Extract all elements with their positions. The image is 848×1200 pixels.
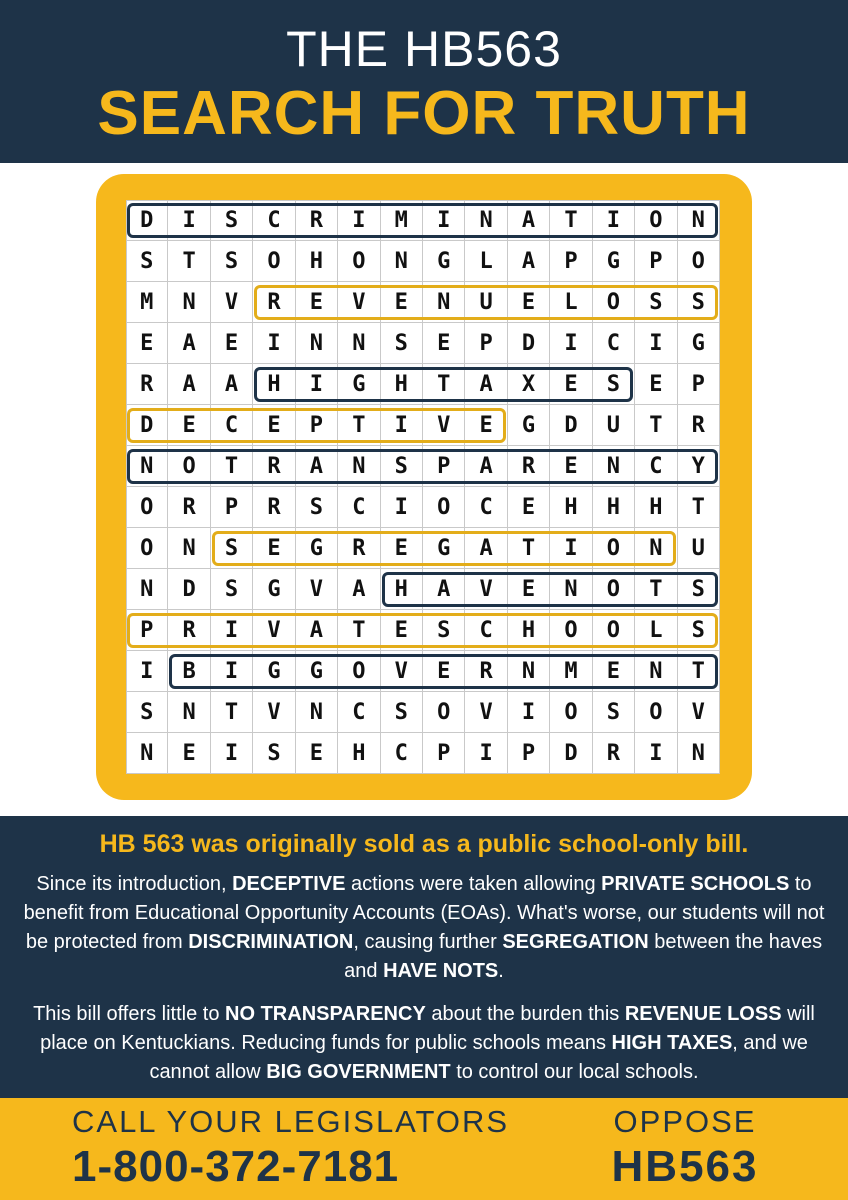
grid-cell: R bbox=[253, 446, 295, 487]
grid-cell: L bbox=[635, 610, 677, 651]
grid-cell: E bbox=[381, 282, 423, 323]
grid-cell: N bbox=[465, 200, 507, 241]
grid-cell: E bbox=[635, 364, 677, 405]
grid-cell: N bbox=[168, 282, 210, 323]
info-paragraph-2 bbox=[18, 1000, 830, 1087]
emphasis-term: SEGREGATION bbox=[502, 931, 649, 953]
grid-cell: E bbox=[593, 651, 635, 692]
grid-cell: U bbox=[593, 405, 635, 446]
grid-cell: R bbox=[508, 446, 550, 487]
grid-cell: H bbox=[508, 610, 550, 651]
grid-cell: O bbox=[593, 569, 635, 610]
grid-cell: N bbox=[381, 241, 423, 282]
info-paragraph-1 bbox=[18, 870, 830, 986]
grid-cell: E bbox=[550, 364, 592, 405]
grid-cell: N bbox=[338, 323, 380, 364]
emphasis-term: REVENUE LOSS bbox=[624, 1003, 782, 1025]
grid-cell: A bbox=[338, 569, 380, 610]
grid-cell: N bbox=[550, 569, 592, 610]
grid-cell: I bbox=[338, 200, 380, 241]
grid-cell: P bbox=[423, 733, 465, 774]
grid-cell: R bbox=[593, 733, 635, 774]
paragraph-text: This bill offers little to bbox=[33, 1003, 226, 1025]
grid-cell: D bbox=[550, 405, 592, 446]
grid-cell: P bbox=[508, 733, 550, 774]
grid-cell: S bbox=[211, 569, 253, 610]
grid-cell: E bbox=[211, 323, 253, 364]
grid-cell: S bbox=[423, 610, 465, 651]
grid-cell: O bbox=[338, 651, 380, 692]
grid-cell: E bbox=[296, 733, 338, 774]
grid-cell: N bbox=[126, 446, 168, 487]
grid-cell: A bbox=[465, 528, 507, 569]
grid-cell: H bbox=[593, 487, 635, 528]
grid-cell: T bbox=[635, 569, 677, 610]
grid-cell: O bbox=[126, 487, 168, 528]
grid-cell: P bbox=[465, 323, 507, 364]
grid-cell: S bbox=[211, 200, 253, 241]
grid-cell: V bbox=[253, 610, 295, 651]
grid-cell: O bbox=[593, 282, 635, 323]
grid-cell: G bbox=[253, 569, 295, 610]
grid-cell: B bbox=[168, 651, 210, 692]
grid-cell: I bbox=[211, 651, 253, 692]
grid-cell: U bbox=[465, 282, 507, 323]
grid-cell: M bbox=[381, 200, 423, 241]
grid-cell: E bbox=[168, 405, 210, 446]
grid-cell: P bbox=[296, 405, 338, 446]
grid-cell: I bbox=[381, 487, 423, 528]
grid-cell: C bbox=[338, 692, 380, 733]
grid-cell: G bbox=[253, 651, 295, 692]
grid-cell: D bbox=[508, 323, 550, 364]
grid-cell: O bbox=[126, 528, 168, 569]
grid-cell: H bbox=[253, 364, 295, 405]
paragraph-text: . bbox=[498, 960, 504, 982]
grid-cell: A bbox=[168, 364, 210, 405]
grid-cell: G bbox=[423, 528, 465, 569]
grid-cell: C bbox=[253, 200, 295, 241]
grid-cell: D bbox=[550, 733, 592, 774]
grid-cell: A bbox=[465, 364, 507, 405]
grid-cell: N bbox=[168, 528, 210, 569]
grid-cell: G bbox=[296, 651, 338, 692]
grid-cell: R bbox=[338, 528, 380, 569]
grid-cell: A bbox=[211, 364, 253, 405]
grid-cell: L bbox=[550, 282, 592, 323]
grid-cell: S bbox=[296, 487, 338, 528]
grid-cell: O bbox=[168, 446, 210, 487]
footer-banner bbox=[0, 1098, 848, 1200]
emphasis-term: PRIVATE SCHOOLS bbox=[601, 873, 790, 895]
grid-cell: S bbox=[678, 610, 720, 651]
grid-cell: O bbox=[423, 487, 465, 528]
grid-cell: V bbox=[253, 692, 295, 733]
grid-cell: T bbox=[550, 200, 592, 241]
grid-cell: O bbox=[338, 241, 380, 282]
grid-cell: N bbox=[678, 200, 720, 241]
grid-cell: E bbox=[508, 282, 550, 323]
grid-cell: N bbox=[635, 651, 677, 692]
grid-cell: O bbox=[253, 241, 295, 282]
grid-cell: R bbox=[168, 610, 210, 651]
grid-cell: E bbox=[168, 733, 210, 774]
grid-cell: D bbox=[126, 405, 168, 446]
grid-cell: E bbox=[508, 487, 550, 528]
grid-cell: E bbox=[296, 282, 338, 323]
paragraph-text: , causing further bbox=[353, 931, 503, 953]
grid-cell: G bbox=[423, 241, 465, 282]
grid-cell: I bbox=[423, 200, 465, 241]
grid-cell: I bbox=[253, 323, 295, 364]
grid-cell: V bbox=[296, 569, 338, 610]
grid-cell: T bbox=[508, 528, 550, 569]
grid-cell: V bbox=[381, 651, 423, 692]
grid-cell: S bbox=[211, 241, 253, 282]
grid-cell: L bbox=[465, 241, 507, 282]
grid-cell: S bbox=[253, 733, 295, 774]
grid-cell: S bbox=[381, 323, 423, 364]
grid-cell: E bbox=[550, 446, 592, 487]
grid-cell: T bbox=[338, 610, 380, 651]
paragraph-text: , and we cannot allow bbox=[149, 1032, 808, 1083]
grid-cell: T bbox=[423, 364, 465, 405]
grid-cell: G bbox=[508, 405, 550, 446]
grid-cell: O bbox=[635, 200, 677, 241]
grid-cell: C bbox=[465, 610, 507, 651]
grid-cell: C bbox=[465, 487, 507, 528]
grid-cell: Y bbox=[678, 446, 720, 487]
grid-cell: E bbox=[126, 323, 168, 364]
grid-cell: D bbox=[168, 569, 210, 610]
grid-cell: I bbox=[465, 733, 507, 774]
grid-cell: O bbox=[635, 692, 677, 733]
bill-number: HB563 bbox=[611, 1142, 759, 1191]
grid-cell: N bbox=[126, 569, 168, 610]
grid-cell: E bbox=[465, 405, 507, 446]
grid-cell: N bbox=[508, 651, 550, 692]
grid-cell: S bbox=[678, 282, 720, 323]
paragraph-text: will place on Kentuckians. Reducing funds for public schools means bbox=[40, 1003, 815, 1054]
grid-cell: I bbox=[550, 323, 592, 364]
grid-cell: G bbox=[296, 528, 338, 569]
grid-cell: E bbox=[253, 405, 295, 446]
grid-cell: N bbox=[423, 282, 465, 323]
paragraph-text: Since its introduction, bbox=[36, 873, 233, 895]
grid-cell: V bbox=[211, 282, 253, 323]
grid-cell: P bbox=[211, 487, 253, 528]
grid-cell: H bbox=[338, 733, 380, 774]
grid-cell: S bbox=[678, 569, 720, 610]
call-legislators-label: CALL YOUR LEGISLATORS bbox=[72, 1104, 510, 1139]
grid-cell: S bbox=[381, 692, 423, 733]
header-title: SEARCH FOR TRUTH bbox=[97, 79, 751, 148]
emphasis-term: DECEPTIVE bbox=[232, 873, 346, 895]
grid-cell: R bbox=[126, 364, 168, 405]
word-search-grid bbox=[126, 200, 720, 774]
grid-cell: H bbox=[296, 241, 338, 282]
header-banner bbox=[0, 0, 848, 163]
grid-cell: N bbox=[168, 692, 210, 733]
grid-cell: A bbox=[296, 610, 338, 651]
grid-cell: S bbox=[593, 692, 635, 733]
grid-cell: R bbox=[678, 405, 720, 446]
grid-cell: N bbox=[126, 733, 168, 774]
grid-cell: O bbox=[550, 610, 592, 651]
grid-cell: I bbox=[593, 200, 635, 241]
grid-cell: N bbox=[593, 446, 635, 487]
grid-cell: N bbox=[296, 692, 338, 733]
grid-cell: I bbox=[381, 405, 423, 446]
grid-cell: I bbox=[635, 733, 677, 774]
grid-cell: I bbox=[168, 200, 210, 241]
oppose-label: OPPOSE bbox=[613, 1104, 757, 1139]
grid-cell: T bbox=[678, 487, 720, 528]
grid-cell: A bbox=[465, 446, 507, 487]
emphasis-term: DISCRIMINATION bbox=[188, 931, 354, 953]
paragraph-text: about the burden this bbox=[425, 1003, 625, 1025]
grid-cell: H bbox=[381, 569, 423, 610]
info-lead: HB 563 was originally sold as a public school-only bill. bbox=[99, 830, 749, 858]
grid-cell: R bbox=[253, 487, 295, 528]
emphasis-term: HAVE NOTS bbox=[383, 960, 499, 982]
grid-cell: N bbox=[338, 446, 380, 487]
paragraph-text: actions were taken allowing bbox=[345, 873, 602, 895]
grid-cell: R bbox=[296, 200, 338, 241]
grid-cell: G bbox=[678, 323, 720, 364]
paragraph-text: to benefit from Educational Opportunity Accounts (EOAs). What's worse, our students will not be protected from bbox=[23, 873, 825, 953]
phone-number: 1-800-372-7181 bbox=[72, 1142, 400, 1191]
grid-cell: A bbox=[168, 323, 210, 364]
grid-cell: X bbox=[508, 364, 550, 405]
grid-cell: I bbox=[211, 610, 253, 651]
grid-cell: T bbox=[635, 405, 677, 446]
grid-cell: S bbox=[126, 692, 168, 733]
grid-cell: E bbox=[381, 610, 423, 651]
grid-cell: P bbox=[423, 446, 465, 487]
grid-cell: P bbox=[635, 241, 677, 282]
grid-cell: M bbox=[126, 282, 168, 323]
grid-cell: V bbox=[423, 405, 465, 446]
grid-cell: E bbox=[253, 528, 295, 569]
grid-cell: I bbox=[508, 692, 550, 733]
grid-cell: A bbox=[508, 241, 550, 282]
grid-cell: S bbox=[381, 446, 423, 487]
grid-cell: R bbox=[465, 651, 507, 692]
header-subtitle: THE HB563 bbox=[286, 21, 562, 77]
grid-cell: O bbox=[423, 692, 465, 733]
grid-cell: O bbox=[593, 610, 635, 651]
grid-cell: S bbox=[211, 528, 253, 569]
grid-cell: E bbox=[381, 528, 423, 569]
grid-cell: E bbox=[423, 651, 465, 692]
grid-cell: G bbox=[593, 241, 635, 282]
grid-cell: C bbox=[635, 446, 677, 487]
grid-cell: R bbox=[168, 487, 210, 528]
grid-cell: D bbox=[126, 200, 168, 241]
grid-cell: T bbox=[168, 241, 210, 282]
grid-cell: T bbox=[338, 405, 380, 446]
grid-cell: H bbox=[550, 487, 592, 528]
paragraph-text: between the haves and bbox=[344, 931, 823, 982]
grid-cell: M bbox=[550, 651, 592, 692]
grid-cell: C bbox=[381, 733, 423, 774]
grid-cell: T bbox=[211, 446, 253, 487]
grid-cell: V bbox=[465, 569, 507, 610]
grid-cell: H bbox=[381, 364, 423, 405]
grid-cell: E bbox=[508, 569, 550, 610]
grid-cell: A bbox=[296, 446, 338, 487]
grid-cell: A bbox=[508, 200, 550, 241]
grid-cell: C bbox=[211, 405, 253, 446]
grid-cell: G bbox=[338, 364, 380, 405]
grid-cell: V bbox=[338, 282, 380, 323]
grid-cell: H bbox=[635, 487, 677, 528]
grid-cell: U bbox=[678, 528, 720, 569]
grid-cell: I bbox=[126, 651, 168, 692]
grid-cell: I bbox=[296, 364, 338, 405]
info-panel bbox=[0, 816, 848, 1098]
grid-cell: P bbox=[126, 610, 168, 651]
grid-cell: T bbox=[211, 692, 253, 733]
grid-cell: S bbox=[593, 364, 635, 405]
grid-cell: A bbox=[423, 569, 465, 610]
grid-cell: O bbox=[593, 528, 635, 569]
grid-cell: N bbox=[635, 528, 677, 569]
grid-cell: I bbox=[635, 323, 677, 364]
grid-cell: E bbox=[423, 323, 465, 364]
grid-cell: R bbox=[253, 282, 295, 323]
emphasis-term: NO TRANSPARENCY bbox=[225, 1003, 426, 1025]
grid-cell: I bbox=[211, 733, 253, 774]
emphasis-term: HIGH TAXES bbox=[611, 1032, 733, 1054]
emphasis-term: BIG GOVERNMENT bbox=[266, 1061, 451, 1083]
grid-cell: N bbox=[678, 733, 720, 774]
paragraph-text: to control our local schools. bbox=[450, 1061, 699, 1083]
grid-cell: O bbox=[550, 692, 592, 733]
grid-cell: O bbox=[678, 241, 720, 282]
grid-cell: S bbox=[635, 282, 677, 323]
grid-cell: P bbox=[678, 364, 720, 405]
grid-cell: P bbox=[550, 241, 592, 282]
grid-cell: C bbox=[593, 323, 635, 364]
grid-cell: T bbox=[678, 651, 720, 692]
grid-cell: N bbox=[296, 323, 338, 364]
grid-cell: S bbox=[126, 241, 168, 282]
grid-cell: I bbox=[550, 528, 592, 569]
grid-cell: V bbox=[678, 692, 720, 733]
grid-cell: V bbox=[465, 692, 507, 733]
grid-cell: C bbox=[338, 487, 380, 528]
